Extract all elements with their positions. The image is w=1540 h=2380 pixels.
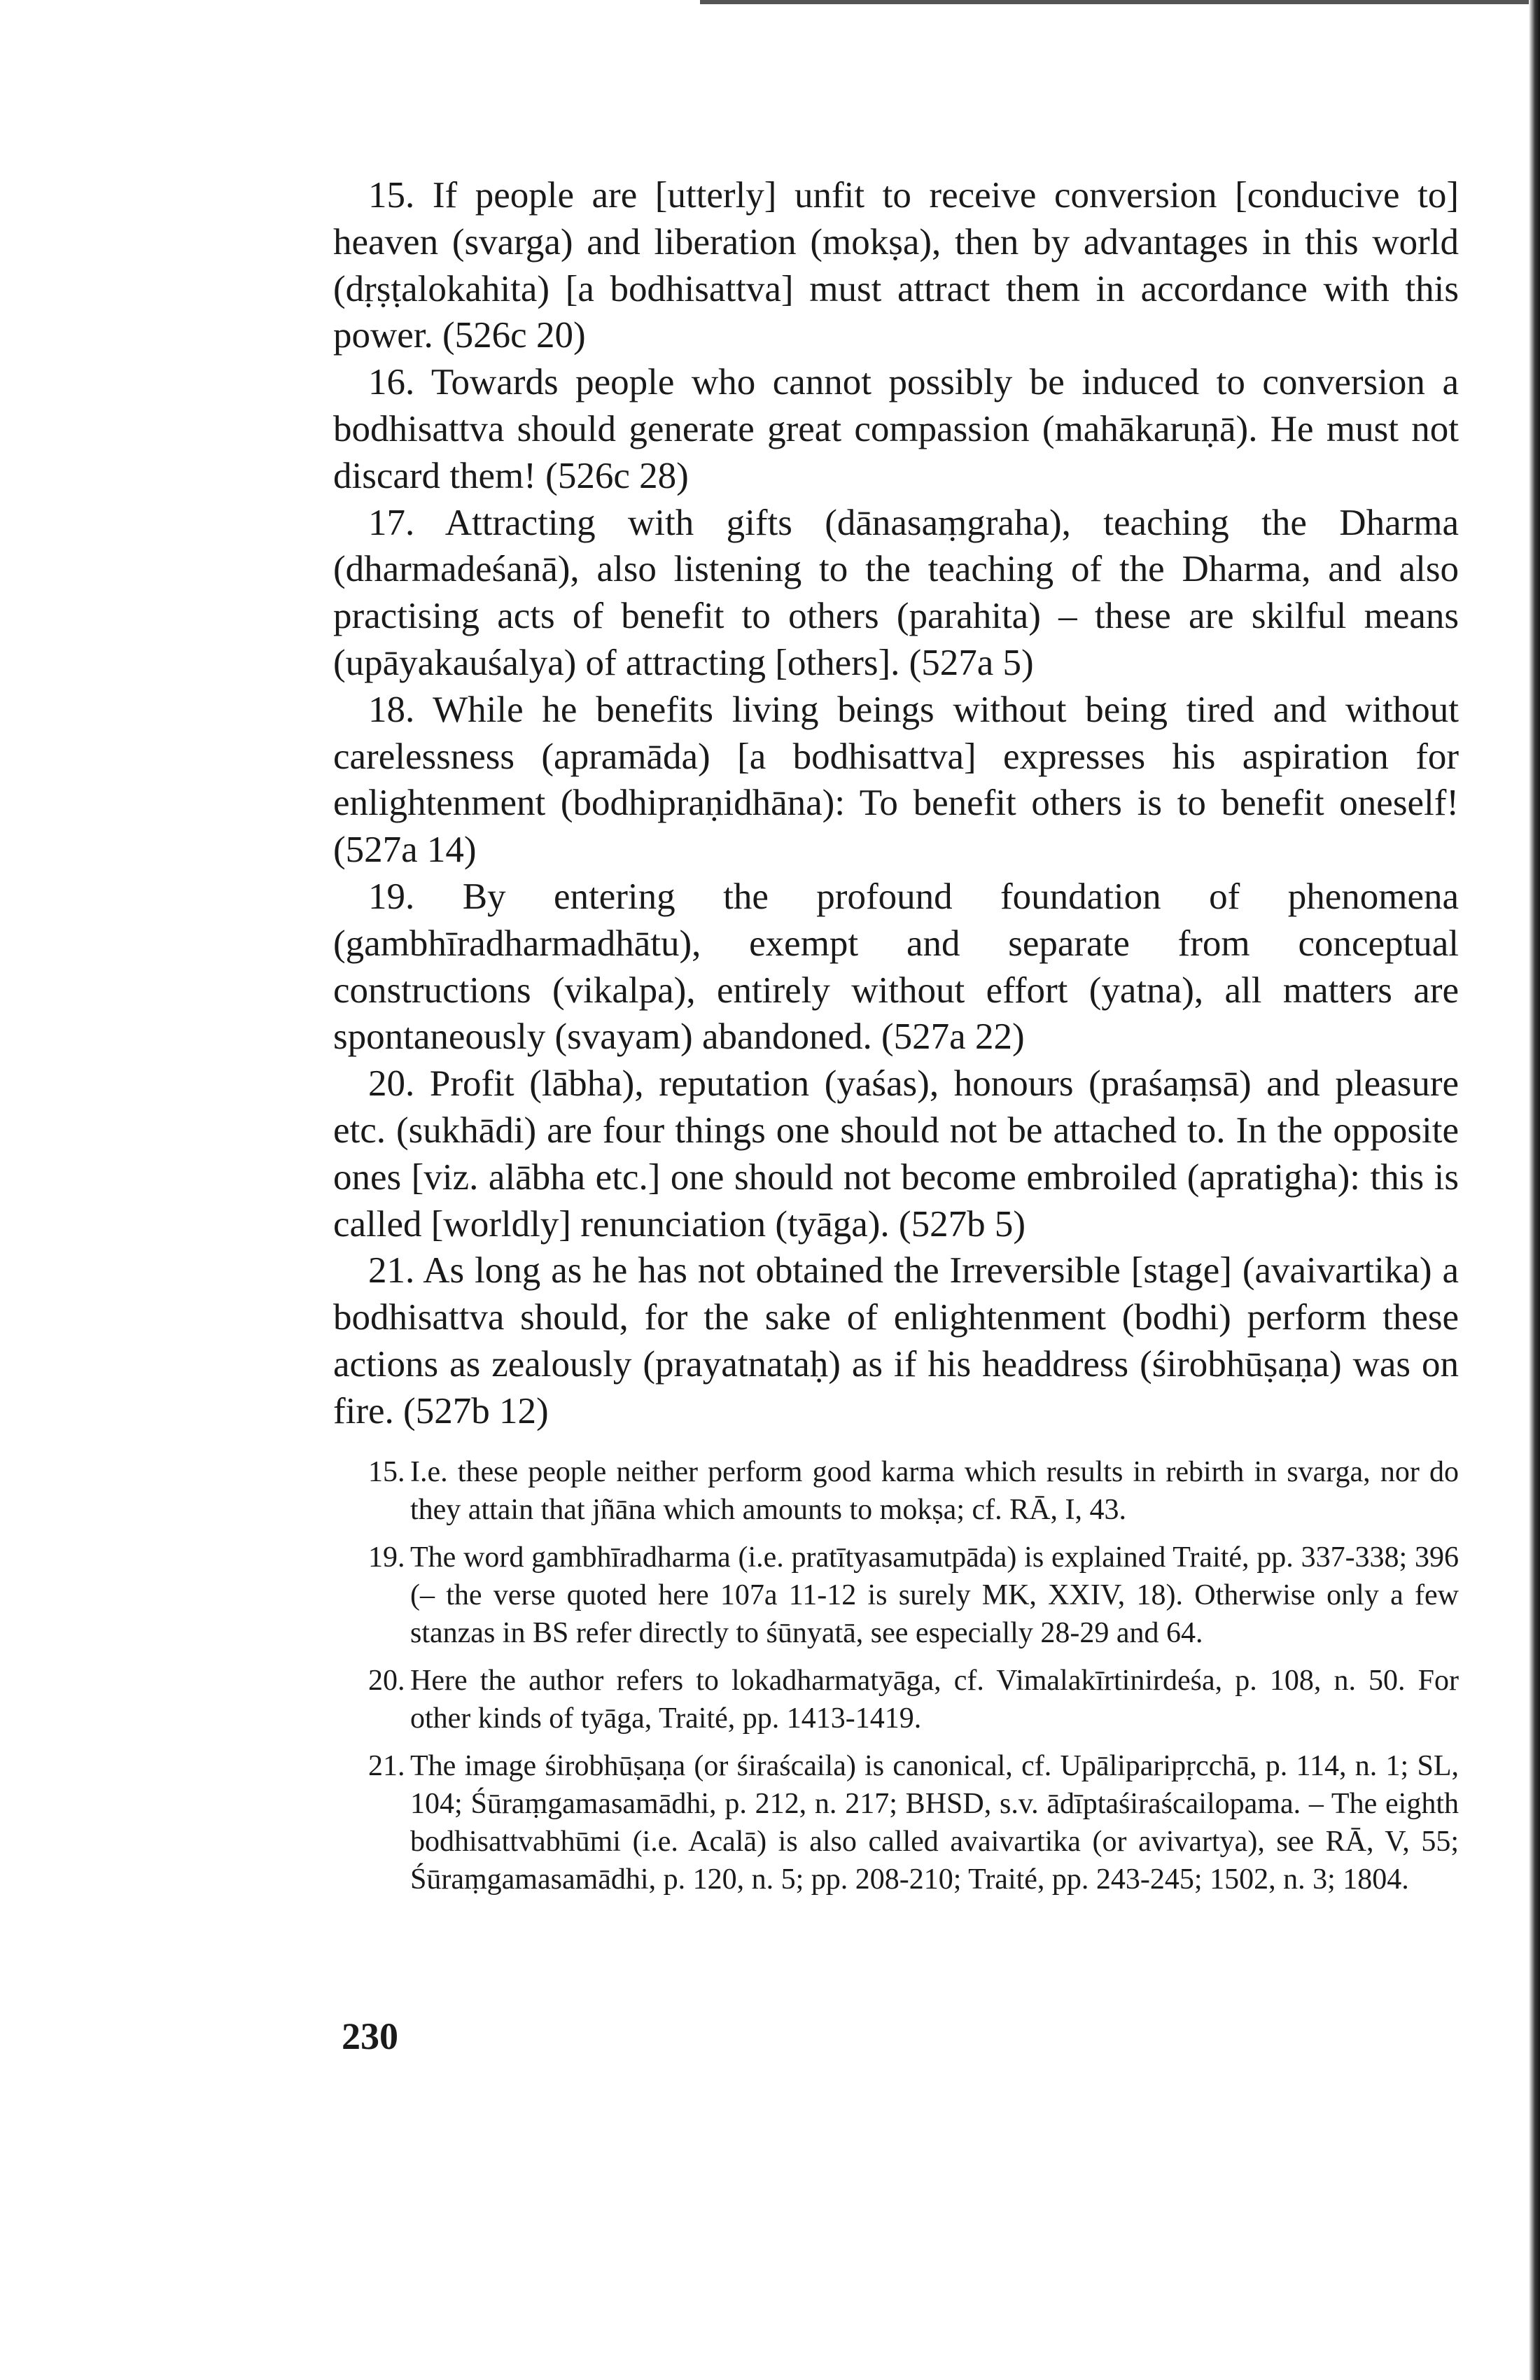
verse-number: 16. <box>368 362 415 403</box>
footnote-text: Here the author refers to lokadharmatyāga, cf. Vimalakīrtinirdeśa, p. 108, n. 50. For other kinds of tyāga, Traité, pp. 1413-1419. <box>410 1664 1459 1735</box>
page-top-edge <box>700 0 1540 4</box>
footnote-number: 15. <box>368 1455 405 1488</box>
verse-paragraph <box>333 874 1459 1060</box>
footnote-text: I.e. these people neither perform good karma which results in rebirth in svarga, nor do they attain that jñāna which amounts to mokṣa; cf. RĀ, I, 43. <box>410 1455 1459 1526</box>
footnote <box>333 1662 1459 1737</box>
verse-paragraph <box>333 1247 1459 1434</box>
verse-number: 21. <box>368 1250 415 1292</box>
footnote <box>333 1539 1459 1652</box>
footnote <box>333 1747 1459 1898</box>
verse-number: 20. <box>368 1063 415 1105</box>
footnote-list <box>333 1453 1459 1898</box>
verse-text: While he benefits living beings without being tired and without carelessness (apramāda) [a bodhisattva] expresses his aspiration for enlightenment (bodhipraṇidhāna): To benefit others is to benefit oneself! (527a 14) <box>333 689 1459 871</box>
footnote-number: 21. <box>368 1749 405 1782</box>
verse-number: 15. <box>368 175 415 216</box>
verse-text: Attracting with gifts (dānasaṃgraha), teaching the Dharma (dharmadeśanā), also listening to the teaching of the Dharma, and also practising acts of benefit to others (parahita) – these are skilful means (upāyakauśalya) of attracting [others]. (527a 5) <box>333 502 1459 683</box>
verse-paragraph <box>333 500 1459 687</box>
verse-text: If people are [utterly] unfit to receive conversion [conducive to] heaven (svarga) and liberation (mokṣa), then by advantages in this world (dṛṣṭalokahita) [a bodhisattva] must attract them in accordance with this power. (526c 20) <box>333 175 1459 356</box>
footnote-number: 19. <box>368 1541 405 1574</box>
page-body <box>333 172 1459 1908</box>
verse-number: 19. <box>368 876 415 917</box>
verse-text: Profit (lābha), reputation (yaśas), honours (praśaṃsā) and pleasure etc. (sukhādi) are four things one should not be attached to. In the opposite ones [viz. alābha etc.] one should not become embroiled (apratigha): this is called [worldly] renunciation (tyāga). (527b 5) <box>333 1063 1459 1245</box>
footnote-number: 20. <box>368 1664 405 1697</box>
verse-paragraph <box>333 1060 1459 1247</box>
verse-text: By entering the profound foundation of phenomena (gambhīradharmadhātu), exempt and separate from conceptual constructions (vikalpa), entirely without effort (yatna), all matters are spontaneously (svayam) abandoned. (527a 22) <box>333 876 1459 1058</box>
footnote-text: The image śirobhūṣaṇa (or śiraścaila) is canonical, cf. Upāliparipṛcchā, p. 114, n. 1; SL, 104; Śūraṃgamasamādhi, p. 212, n. 217; BHSD, s.v. ādīptaśiraścailopama. – The eighth bodhisattvabhūmi (i.e. Acalā) is also called avaivartika (or avivartya), see RĀ, V, 55; Śūraṃgamasamādhi, p. 120, n. 5; pp. 208-210; Traité, pp. 243-245; 1502, n. 3; 1804. <box>410 1749 1459 1896</box>
verse-list <box>333 172 1459 1435</box>
page-number: 230 <box>342 2015 398 2057</box>
verse-text: As long as he has not obtained the Irreversible [stage] (avaivartika) a bodhisattva should, for the sake of enlightenment (bodhi) perform these actions as zealously (prayatnataḥ) as if his headdress (śirobhūṣaṇa) was on fire. (527b 12) <box>333 1250 1459 1432</box>
verse-text: Towards people who cannot possibly be induced to conversion a bodhisattva should generate great compassion (mahākaruṇā). He must not discard them! (526c 28) <box>333 362 1459 496</box>
verse-paragraph <box>333 172 1459 359</box>
footnote <box>333 1453 1459 1529</box>
verse-number: 17. <box>368 502 415 543</box>
verse-number: 18. <box>368 689 415 730</box>
page-right-edge <box>1529 0 1540 2380</box>
verse-paragraph <box>333 687 1459 874</box>
footnote-text: The word gambhīradharma (i.e. pratītyasamutpāda) is explained Traité, pp. 337-338; 396 (– the verse quoted here 107a 11-12 is surely MK, XXIV, 18). Otherwise only a few stanzas in BS refer directly to śūnyatā, see especially 28-29 and 64. <box>410 1541 1459 1649</box>
verse-paragraph <box>333 359 1459 499</box>
